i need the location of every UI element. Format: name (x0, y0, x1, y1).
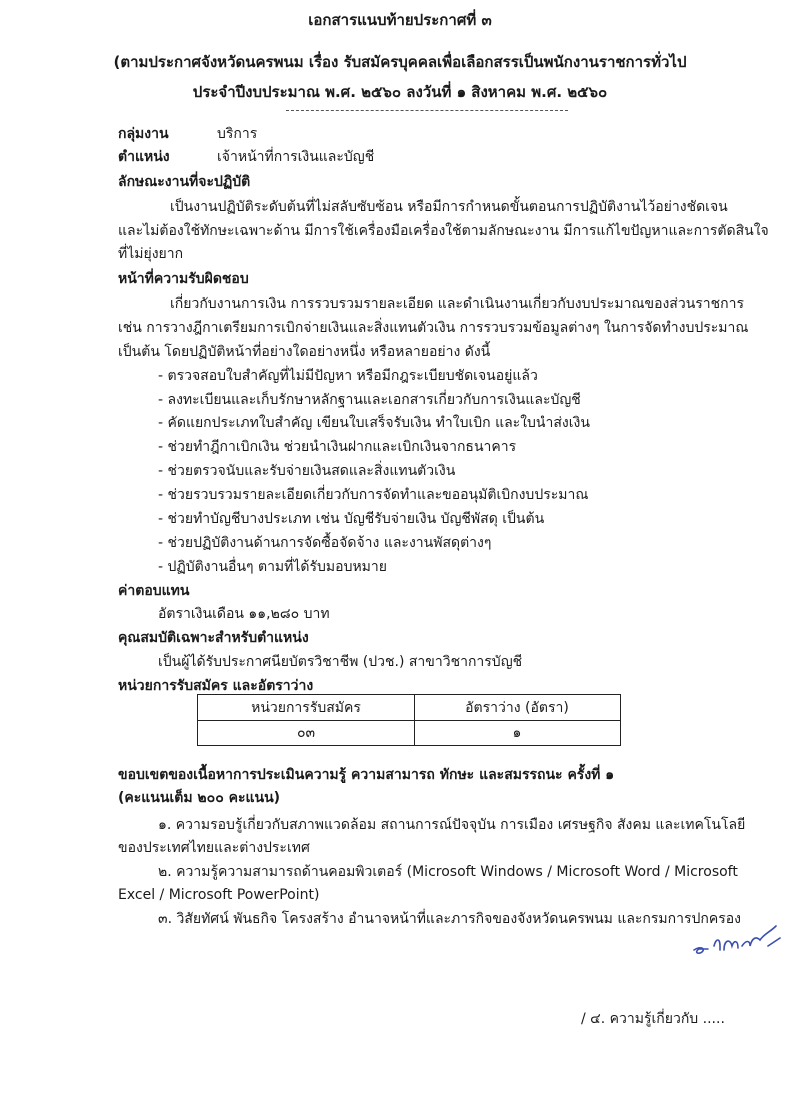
duties-intro-line: เป็นต้น โดยปฏิบัติหน้าที่อย่างใดอย่างหนึ่ง หรือหลายอย่าง ดังนี้ (118, 344, 491, 360)
continuation-note: / ๔. ความรู้เกี่ยวกับ ..... (581, 1011, 725, 1027)
duty-item: - ตรวจสอบใบสำคัญที่ไม่มีปัญหา หรือมีกฎระเบียบชัดเจนอยู่แล้ว (158, 368, 538, 384)
job-nature-line: ที่ไม่ยุ่งยาก (118, 246, 184, 262)
duty-item: - คัดแยกประเภทใบสำคัญ เขียนใบเสร็จรับเงิน ทำใบเบิก และใบนำส่งเงิน (158, 415, 590, 431)
duties-heading: หน้าที่ความรับผิดชอบ (118, 271, 249, 287)
duty-item: - ช่วยทำบัญชีบางประเภท เช่น บัญชีรับจ่ายเงิน บัญชีพัสดุ เป็นต้น (158, 511, 545, 527)
doc-subtitle-line2: ประจำปีงบประมาณ พ.ศ. ๒๕๖๐ ลงวันที่ ๑ สิงหาคม พ.ศ. ๒๕๖๐ (192, 83, 608, 101)
duty-item: - ช่วยปฏิบัติงานด้านการจัดซื้อจัดจ้าง และงานพัสดุต่างๆ (158, 535, 492, 551)
scope-item-1: ๑. ความรอบรู้เกี่ยวกับสภาพแวดล้อม สถานการณ์ปัจจุบัน การเมือง เศรษฐกิจ สังคม และเทคโนโลยี (158, 817, 746, 833)
duties-intro-line: เกี่ยวกับงานการเงิน การรวบรวมรายละเอียด และดำเนินงานเกี่ยวกับงบประมาณของส่วนราชการ (170, 296, 745, 312)
scope-item-2-cont: Excel / Microsoft PowerPoint) (118, 887, 320, 903)
position-label: ตำแหน่ง (118, 149, 170, 165)
table-cell-unit: ๐๓ (296, 725, 316, 741)
job-nature-heading: ลักษณะงานที่จะปฏิบัติ (118, 174, 251, 190)
compensation-value: อัตราเงินเดือน ๑๑,๒๘๐ บาท (158, 606, 330, 622)
scope-item-1-cont: ของประเทศไทยและต่างประเทศ (118, 840, 310, 856)
job-nature-line: และไม่ต้องใช้ทักษะเฉพาะด้าน มีการใช้เครื่องมือเครื่องใช้ตามลักษณะงาน มีการแก้ไขปัญหาและการตัดสินใจ (118, 223, 769, 239)
scope-item-2: ๒. ความรู้ความสามารถด้านคอมพิวเตอร์ (Microsoft Windows / Microsoft Word / Microsoft (158, 864, 738, 880)
duty-item: - ช่วยตรวจนับและรับจ่ายเงินสดและสิ่งแทนตัวเงิน (158, 463, 456, 479)
duty-item: - ลงทะเบียนและเก็บรักษาหลักฐานและเอกสารเกี่ยวกับการเงินและบัญชี (158, 392, 581, 408)
table-header-unit: หน่วยการรับสมัคร (251, 700, 361, 716)
qualification-value: เป็นผู้ได้รับประกาศนียบัตรวิชาชีพ (ปวช.) สาขาวิชาการบัญชี (158, 654, 523, 670)
scope-item-3: ๓. วิสัยทัศน์ พันธกิจ โครงสร้าง อำนาจหน้าที่และภารกิจของจังหวัดนครพนม และกรมการปกครอง (158, 911, 742, 927)
group-value: บริการ (217, 126, 258, 142)
duties-intro-line: เช่น การวางฎีกาเตรียมการเบิกจ่ายเงินและสิ่งแทนตัวเงิน การรวบรวมข้อมูลต่างๆ ในการจัดทำงบประมาณ (118, 320, 749, 336)
signature-mark (690, 916, 785, 956)
header-separator (286, 110, 568, 111)
vacancy-heading: หน่วยการรับสมัคร และอัตราว่าง (118, 678, 314, 694)
scope-heading: ขอบเขตของเนื้อหาการประเมินความรู้ ความสามารถ ทักษะ และสมรรถนะ ครั้งที่ ๑ (118, 767, 615, 783)
group-label: กลุ่มงาน (118, 126, 169, 142)
qualification-heading: คุณสมบัติเฉพาะสำหรับตำแหน่ง (118, 630, 309, 646)
duty-item: - ปฏิบัติงานอื่นๆ ตามที่ได้รับมอบหมาย (158, 559, 387, 575)
duty-item: - ช่วยทำฎีกาเบิกเงิน ช่วยนำเงินฝากและเบิกเงินจากธนาคาร (158, 439, 517, 455)
compensation-heading: ค่าตอบแทน (118, 583, 190, 599)
table-divider (198, 720, 620, 721)
vacancy-table (197, 694, 621, 746)
table-header-vacancy: อัตราว่าง (อัตรา) (465, 700, 569, 716)
position-value: เจ้าหน้าที่การเงินและบัญชี (217, 149, 375, 165)
doc-subtitle-line1: (ตามประกาศจังหวัดนครพนม เรื่อง รับสมัครบุคคลเพื่อเลือกสรรเป็นพนักงานราชการทั่วไป (113, 53, 687, 71)
scope-subheading: (คะแนนเต็ม ๒๐๐ คะแนน) (118, 790, 281, 806)
doc-title: เอกสารแนบท้ายประกาศที่ ๓ (308, 11, 492, 29)
duty-item: - ช่วยรวบรวมรายละเอียดเกี่ยวกับการจัดทำและขออนุมัติเบิกงบประมาณ (158, 487, 589, 503)
table-cell-vacancy: ๑ (512, 725, 522, 741)
job-nature-line: เป็นงานปฏิบัติระดับต้นที่ไม่สลับซับซ้อน หรือมีการกำหนดขั้นตอนการปฏิบัติงานไว้อย่างชัดเจน (170, 199, 728, 215)
